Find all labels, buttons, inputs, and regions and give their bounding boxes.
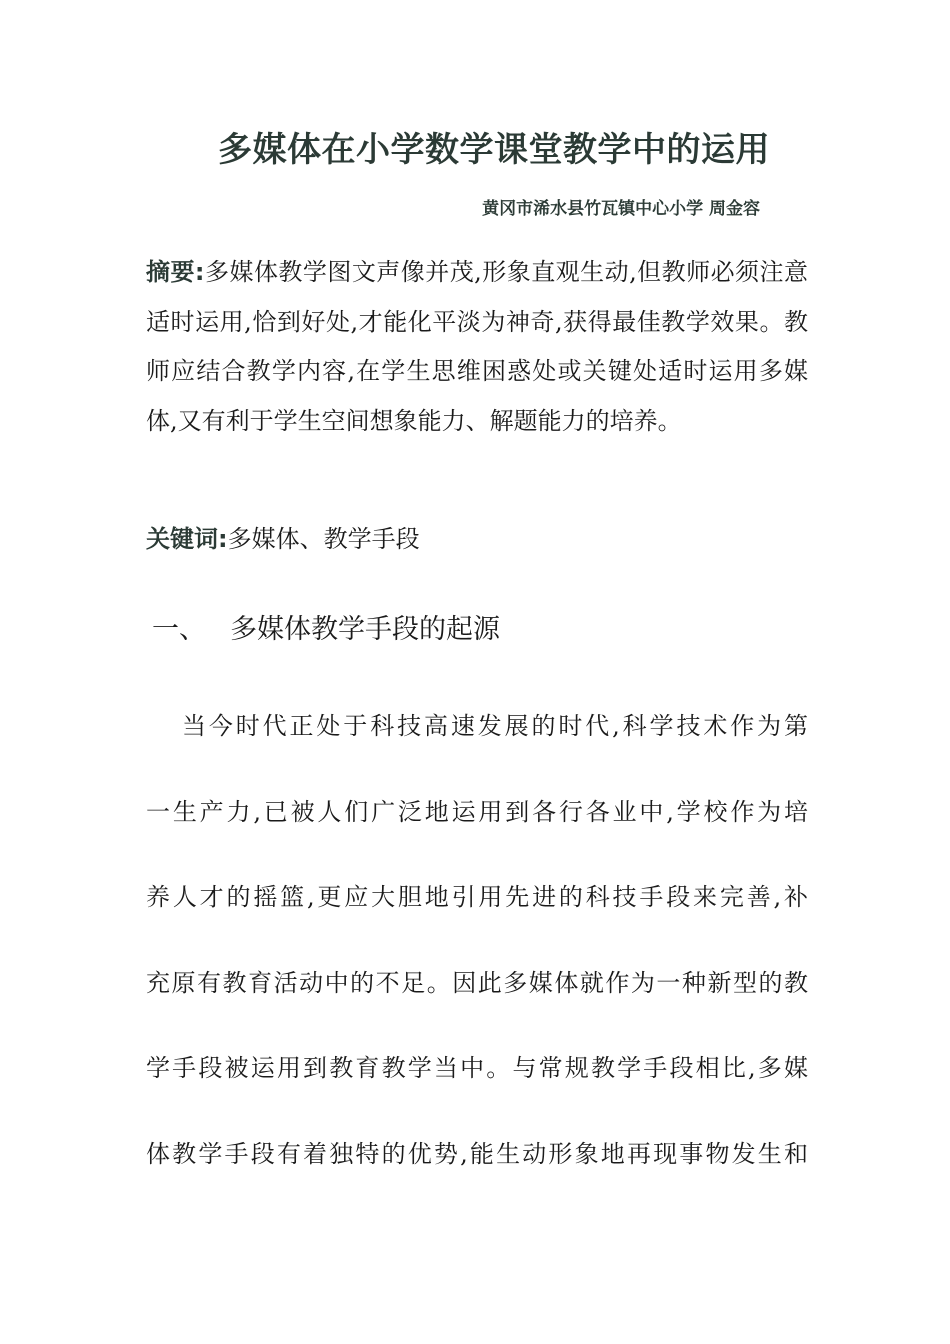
abstract-label: 摘要: [146,258,205,286]
body-paragraph [146,698,808,1211]
paragraph-line: 充原有教育活动中的不足。因此多媒体就作为一种新型的教 [146,968,808,997]
abstract-paragraph [146,248,808,446]
paragraph-line: 学手段被运用到教育教学当中。与常规教学手段相比,多媒 [146,1054,808,1082]
document-title: 多媒体在小学数学课堂教学中的运用 [218,130,770,170]
section-title: 多媒体教学手段的起源 [230,614,500,645]
author-line: 黄冈市浠水县竹瓦镇中心小学 周金容 [482,199,760,219]
section-number: 一、 [152,614,206,645]
keywords-label: 关键词: [146,525,228,553]
abstract-text: 多媒体教学图文声像并茂,形象直观生动,但教师必须注意适时运用,恰到好处,才能化平淡为神奇,获得最佳教学效果。教师应结合教学内容,在学生思维困惑处或关键处适时运用多媒体,又有利于学生空间想象能力、解题能力的培养。 [146,258,808,435]
paragraph-line: 一生产力,已被人们广泛地运用到各行各业中,学校作为培 [146,797,808,826]
paragraph-line: 当今时代正处于科技高速发展的时代,科学技术作为第 [182,712,808,740]
paragraph-line: 体教学手段有着独特的优势,能生动形象地再现事物发生和 [146,1139,808,1168]
keywords-line [146,519,420,559]
paragraph-line: 养人才的摇篮,更应大胆地引用先进的科技手段来完善,补 [146,883,808,911]
section-heading-1 [152,608,500,652]
keywords-text: 多媒体、教学手段 [227,525,420,553]
